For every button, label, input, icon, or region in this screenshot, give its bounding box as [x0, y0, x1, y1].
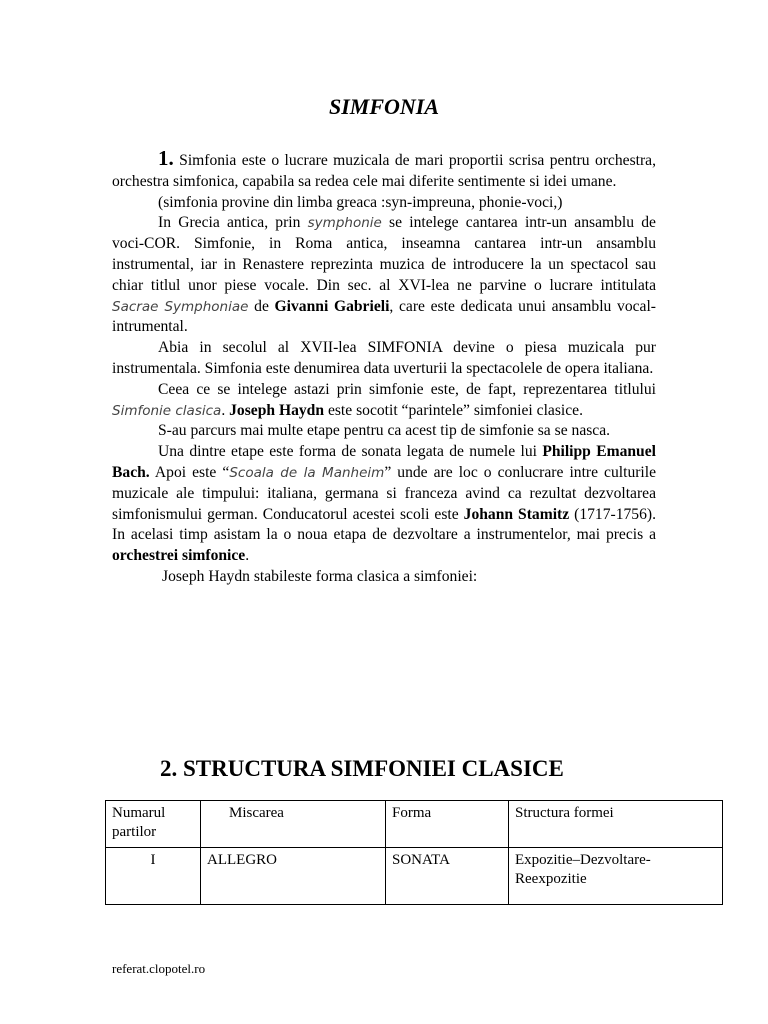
structure-table — [105, 800, 723, 905]
text-span: Ceea ce se intelege astazi prin simfonie este, de fapt, reprezentarea titlului — [158, 380, 656, 398]
work-title-sacrae: Sacrae Symphoniae — [112, 298, 249, 315]
cell-form: SONATA — [386, 848, 509, 905]
text-span: . — [221, 401, 226, 419]
header-miscarea: Miscarea — [201, 801, 386, 848]
paragraph-4: Abia in secolul al XVII-lea SIMFONIA devine o piesa muzicala pur instrumentala. Simfonia este denumirea data uverturii la spectacolele de opera italiana. — [112, 339, 656, 377]
paragraph-3 — [112, 213, 656, 338]
text-span: Apoi este “ — [154, 463, 230, 481]
term-symphonie: symphonie — [307, 215, 382, 232]
footer-source: referat.clopotel.ro — [112, 961, 206, 976]
section-number: 1. — [158, 146, 174, 170]
header-numarul: Numarul partilor — [106, 801, 201, 848]
term-simfonie-clasica: Simfonie clasica — [112, 402, 222, 419]
composer-stamitz: Johann Stamitz — [463, 505, 570, 523]
document-title: SIMFONIA — [328, 94, 440, 119]
paragraph-5 — [112, 380, 656, 422]
composer-haydn: Joseph Haydn — [229, 401, 325, 419]
text-span: (1717-1756). In acelasi timp asistam la o noua etapa de dezvoltare a instrumentelor, mai precis a — [112, 505, 656, 544]
cell-structure: Expozitie–Dezvoltare-Reexpozitie — [509, 848, 723, 905]
text-span: Una dintre etape este forma de sonata legata de numele lui — [158, 443, 537, 461]
paragraph-2: (simfonia provine din limba greaca :syn-impreuna, phonie-voci,) — [158, 193, 563, 211]
table-header-row — [106, 801, 723, 848]
paragraph-1 — [112, 148, 656, 193]
composer-bach: Philipp Emanuel Bach. — [112, 443, 656, 481]
term-scoala-manheim: Scoala de la Manheim — [229, 464, 385, 481]
header-forma: Forma — [386, 801, 509, 848]
table-row — [106, 848, 723, 905]
paragraph-6: S-au parcurs mai multe etape pentru ca acest tip de simfonie sa se nasca. — [158, 422, 611, 440]
paragraph-8: Joseph Haydn stabileste forma clasica a simfoniei: — [162, 567, 478, 585]
text-span: ” unde are loc o conlucrare intre culturile muzicale ale timpului: italiana, germana si franceza avind ca rezultat dezvoltarea simfonismului german. Conducatorul acestei scoli este — [112, 463, 657, 523]
section-1-body — [112, 148, 656, 588]
text-span: de — [254, 297, 269, 315]
text-span: se intelege cantarea intr-un ansamblu de voci-COR. Simfonie, in Roma antica, inseamna cantarea intr-un ansamblu instrumental, iar in Renastere reprezinta muzica de introducere la un spectacol sau chiar titlul unor piese vocale. Din sec. al XVI-lea ne parvine o lucrare intitulata — [112, 214, 656, 294]
text-span: este socotit “parintele” simfoniei clasice. — [327, 401, 583, 419]
paragraph-7 — [112, 442, 656, 567]
composer-gabrieli: Givanni Gabrieli — [274, 297, 390, 315]
text-span: , care este dedicata unui ansamblu vocal-intrumental. — [112, 297, 656, 336]
text-span: . — [245, 547, 250, 565]
header-structura: Structura formei — [509, 801, 723, 848]
cell-part-number: I — [106, 848, 201, 905]
paragraph-1-text: Simfonia este o lucrare muzicala de mari proportii scrisa pentru orchestra, orchestra simfonica, capabila sa redea cele mai diferite sentimente si idei umane. — [112, 152, 656, 190]
text-span: In Grecia antica, prin — [158, 214, 301, 232]
term-orchestra: orchestrei simfonice — [112, 547, 246, 565]
section-2-title: 2. STRUCTURA SIMFONIEI CLASICE — [160, 756, 564, 781]
cell-movement: ALLEGRO — [201, 848, 386, 905]
